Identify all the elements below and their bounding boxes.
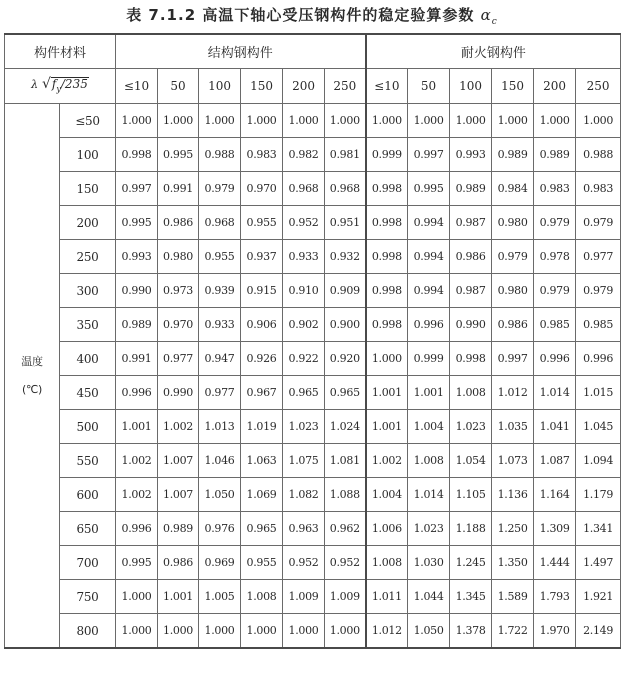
- temperature-cell: 600: [60, 478, 116, 512]
- value-cell: 1.345: [450, 580, 492, 614]
- value-cell: 1.004: [366, 478, 408, 512]
- value-cell: 0.965: [283, 376, 325, 410]
- value-cell: 1.002: [116, 478, 158, 512]
- value-cell: 0.995: [408, 172, 450, 206]
- value-cell: 0.996: [116, 512, 158, 546]
- value-cell: 1.009: [283, 580, 325, 614]
- value-cell: 1.000: [116, 104, 158, 138]
- value-cell: 0.977: [158, 342, 199, 376]
- value-cell: 1.013: [199, 410, 241, 444]
- value-cell: 1.000: [241, 614, 283, 649]
- table-row: [5, 410, 621, 444]
- table-row: [5, 138, 621, 172]
- value-cell: 0.952: [325, 546, 366, 580]
- value-cell: 1.007: [158, 444, 199, 478]
- value-cell: 1.008: [408, 444, 450, 478]
- value-cell: 0.995: [116, 546, 158, 580]
- slenderness-value: ≤10: [366, 69, 408, 104]
- value-cell: 0.977: [199, 376, 241, 410]
- value-cell: 1.045: [576, 410, 621, 444]
- value-cell: 1.722: [492, 614, 534, 649]
- radicand-denominator: /235: [60, 77, 88, 92]
- temperature-cell: 500: [60, 410, 116, 444]
- value-cell: 0.996: [576, 342, 621, 376]
- value-cell: 1.035: [492, 410, 534, 444]
- value-cell: 1.000: [408, 104, 450, 138]
- value-cell: 0.998: [366, 274, 408, 308]
- value-cell: 0.985: [534, 308, 576, 342]
- value-cell: 1.000: [116, 614, 158, 649]
- table-row: [5, 206, 621, 240]
- value-cell: 1.073: [492, 444, 534, 478]
- value-cell: 0.915: [241, 274, 283, 308]
- value-cell: 0.910: [283, 274, 325, 308]
- value-cell: 1.014: [534, 376, 576, 410]
- value-cell: 0.906: [241, 308, 283, 342]
- temperature-cell: 800: [60, 614, 116, 649]
- value-cell: 0.987: [450, 206, 492, 240]
- alpha-symbol: α: [480, 6, 492, 24]
- value-cell: 0.989: [492, 138, 534, 172]
- structural-steel-group: 结构钢构件: [116, 34, 366, 69]
- value-cell: 1.000: [241, 104, 283, 138]
- value-cell: 0.965: [325, 376, 366, 410]
- value-cell: 0.977: [576, 240, 621, 274]
- value-cell: 0.983: [241, 138, 283, 172]
- slenderness-value: 250: [325, 69, 366, 104]
- value-cell: 0.985: [576, 308, 621, 342]
- value-cell: 1.444: [534, 546, 576, 580]
- value-cell: 1.007: [158, 478, 199, 512]
- value-cell: 0.999: [408, 342, 450, 376]
- table-row: [5, 580, 621, 614]
- value-cell: 0.979: [534, 274, 576, 308]
- value-cell: 0.979: [492, 240, 534, 274]
- value-cell: 1.000: [366, 104, 408, 138]
- temperature-cell: 300: [60, 274, 116, 308]
- value-cell: 0.994: [408, 274, 450, 308]
- value-cell: 1.001: [366, 376, 408, 410]
- value-cell: 0.909: [325, 274, 366, 308]
- value-cell: 0.970: [241, 172, 283, 206]
- value-cell: 0.900: [325, 308, 366, 342]
- value-cell: 0.939: [199, 274, 241, 308]
- value-cell: 1.000: [576, 104, 621, 138]
- temperature-cell: 700: [60, 546, 116, 580]
- value-cell: 1.245: [450, 546, 492, 580]
- value-cell: 1.075: [283, 444, 325, 478]
- table-row: [5, 614, 621, 649]
- value-cell: 1.023: [408, 512, 450, 546]
- value-cell: 1.105: [450, 478, 492, 512]
- slenderness-value: 100: [199, 69, 241, 104]
- value-cell: 0.933: [199, 308, 241, 342]
- table-row: [5, 342, 621, 376]
- value-cell: 0.983: [576, 172, 621, 206]
- value-cell: 1.164: [534, 478, 576, 512]
- value-cell: 1.000: [199, 614, 241, 649]
- value-cell: 0.952: [283, 546, 325, 580]
- slenderness-value: ≤10: [116, 69, 158, 104]
- value-cell: 1.094: [576, 444, 621, 478]
- value-cell: 1.050: [199, 478, 241, 512]
- value-cell: 0.962: [325, 512, 366, 546]
- value-cell: 0.990: [158, 376, 199, 410]
- value-cell: 0.993: [450, 138, 492, 172]
- value-cell: 0.965: [241, 512, 283, 546]
- value-cell: 0.982: [283, 138, 325, 172]
- value-cell: 0.991: [116, 342, 158, 376]
- table-row: [5, 444, 621, 478]
- value-cell: 0.933: [283, 240, 325, 274]
- value-cell: 1.970: [534, 614, 576, 649]
- slenderness-value: 50: [158, 69, 199, 104]
- temperature-cell: 100: [60, 138, 116, 172]
- value-cell: 1.087: [534, 444, 576, 478]
- table-row: [5, 512, 621, 546]
- temperature-cell: 250: [60, 240, 116, 274]
- value-cell: 1.378: [450, 614, 492, 649]
- value-cell: 0.978: [534, 240, 576, 274]
- value-cell: 0.998: [366, 172, 408, 206]
- table-row: [5, 376, 621, 410]
- stability-parameter-table: [4, 33, 621, 649]
- lambda-symbol: λ: [31, 78, 39, 92]
- value-cell: 1.024: [325, 410, 366, 444]
- slenderness-value: 250: [576, 69, 621, 104]
- temperature-cell: 450: [60, 376, 116, 410]
- value-cell: 1.000: [283, 614, 325, 649]
- value-cell: 0.969: [199, 546, 241, 580]
- slenderness-value: 200: [283, 69, 325, 104]
- value-cell: 0.986: [450, 240, 492, 274]
- value-cell: 1.023: [283, 410, 325, 444]
- value-cell: 0.998: [450, 342, 492, 376]
- value-cell: 0.996: [408, 308, 450, 342]
- value-cell: 1.014: [408, 478, 450, 512]
- value-cell: 1.497: [576, 546, 621, 580]
- temperature-cell: 150: [60, 172, 116, 206]
- table-title-text: 表 7.1.2 高温下轴心受压钢构件的稳定验算参数: [126, 6, 481, 24]
- value-cell: 1.002: [158, 410, 199, 444]
- value-cell: 0.986: [492, 308, 534, 342]
- value-cell: 0.998: [116, 138, 158, 172]
- value-cell: 0.988: [199, 138, 241, 172]
- radicand-f: f: [51, 77, 57, 92]
- table-row: [5, 478, 621, 512]
- value-cell: 1.054: [450, 444, 492, 478]
- value-cell: 2.149: [576, 614, 621, 649]
- value-cell: 0.998: [366, 206, 408, 240]
- value-cell: 0.902: [283, 308, 325, 342]
- value-cell: 1.015: [576, 376, 621, 410]
- temperature-cell: 550: [60, 444, 116, 478]
- slenderness-value: 200: [534, 69, 576, 104]
- value-cell: 1.000: [366, 342, 408, 376]
- value-cell: 1.000: [325, 614, 366, 649]
- value-cell: 1.082: [283, 478, 325, 512]
- sqrt-expression: [51, 77, 89, 95]
- header-row-material: [5, 34, 621, 69]
- value-cell: 1.019: [241, 410, 283, 444]
- value-cell: 1.001: [408, 376, 450, 410]
- value-cell: 1.341: [576, 512, 621, 546]
- value-cell: 1.012: [492, 376, 534, 410]
- value-cell: 1.008: [241, 580, 283, 614]
- value-cell: 0.989: [116, 308, 158, 342]
- value-cell: 1.000: [283, 104, 325, 138]
- value-cell: 0.973: [158, 274, 199, 308]
- value-cell: 1.921: [576, 580, 621, 614]
- value-cell: 1.000: [199, 104, 241, 138]
- value-cell: 0.998: [366, 308, 408, 342]
- value-cell: 0.968: [283, 172, 325, 206]
- value-cell: 1.179: [576, 478, 621, 512]
- temperature-label-text: 温度: [21, 354, 43, 368]
- value-cell: 0.955: [241, 206, 283, 240]
- value-cell: 0.983: [534, 172, 576, 206]
- value-cell: 0.990: [450, 308, 492, 342]
- temperature-cell: 350: [60, 308, 116, 342]
- value-cell: 1.000: [492, 104, 534, 138]
- value-cell: 0.984: [492, 172, 534, 206]
- value-cell: 0.963: [283, 512, 325, 546]
- alpha-subscript: c: [491, 17, 498, 27]
- value-cell: 0.999: [366, 138, 408, 172]
- slenderness-value: 150: [241, 69, 283, 104]
- value-cell: 0.976: [199, 512, 241, 546]
- value-cell: 1.011: [366, 580, 408, 614]
- value-cell: 0.926: [241, 342, 283, 376]
- value-cell: 0.988: [576, 138, 621, 172]
- value-cell: 0.967: [241, 376, 283, 410]
- slenderness-label: [5, 69, 116, 104]
- value-cell: 1.044: [408, 580, 450, 614]
- value-cell: 0.952: [283, 206, 325, 240]
- value-cell: 0.989: [158, 512, 199, 546]
- value-cell: 1.188: [450, 512, 492, 546]
- value-cell: 0.981: [325, 138, 366, 172]
- value-cell: 0.937: [241, 240, 283, 274]
- value-cell: 1.008: [450, 376, 492, 410]
- value-cell: 0.968: [325, 172, 366, 206]
- value-cell: 1.309: [534, 512, 576, 546]
- value-cell: 1.081: [325, 444, 366, 478]
- value-cell: 1.793: [534, 580, 576, 614]
- value-cell: 1.046: [199, 444, 241, 478]
- value-cell: 0.987: [450, 274, 492, 308]
- value-cell: 1.001: [116, 410, 158, 444]
- value-cell: 0.955: [241, 546, 283, 580]
- value-cell: 1.350: [492, 546, 534, 580]
- temperature-unit: (℃): [21, 382, 43, 396]
- value-cell: 0.947: [199, 342, 241, 376]
- value-cell: 1.000: [158, 104, 199, 138]
- temperature-label: [5, 104, 60, 649]
- value-cell: 0.970: [158, 308, 199, 342]
- temperature-cell: ≤50: [60, 104, 116, 138]
- value-cell: 0.979: [576, 274, 621, 308]
- value-cell: 0.993: [116, 240, 158, 274]
- material-label: 构件材料: [5, 34, 116, 69]
- value-cell: 1.002: [366, 444, 408, 478]
- temperature-cell: 400: [60, 342, 116, 376]
- value-cell: 0.995: [116, 206, 158, 240]
- temperature-cell: 200: [60, 206, 116, 240]
- value-cell: 0.995: [158, 138, 199, 172]
- value-cell: 0.997: [116, 172, 158, 206]
- value-cell: 1.136: [492, 478, 534, 512]
- value-cell: 0.955: [199, 240, 241, 274]
- value-cell: 1.000: [158, 614, 199, 649]
- table-row: [5, 274, 621, 308]
- table-row: [5, 104, 621, 138]
- value-cell: 0.991: [158, 172, 199, 206]
- value-cell: 0.989: [534, 138, 576, 172]
- value-cell: 0.951: [325, 206, 366, 240]
- value-cell: 0.980: [158, 240, 199, 274]
- value-cell: 1.041: [534, 410, 576, 444]
- value-cell: 1.088: [325, 478, 366, 512]
- value-cell: 0.980: [492, 206, 534, 240]
- table-row: [5, 240, 621, 274]
- value-cell: 1.069: [241, 478, 283, 512]
- value-cell: 0.922: [283, 342, 325, 376]
- value-cell: 1.012: [366, 614, 408, 649]
- slenderness-value: 150: [492, 69, 534, 104]
- value-cell: 1.009: [325, 580, 366, 614]
- value-cell: 0.996: [116, 376, 158, 410]
- value-cell: 1.023: [450, 410, 492, 444]
- value-cell: 1.005: [199, 580, 241, 614]
- sqrt-sign: √: [41, 76, 51, 93]
- value-cell: 1.000: [325, 104, 366, 138]
- table-row: [5, 546, 621, 580]
- value-cell: 0.980: [492, 274, 534, 308]
- value-cell: 1.000: [534, 104, 576, 138]
- table-row: [5, 172, 621, 206]
- value-cell: 0.994: [408, 240, 450, 274]
- value-cell: 0.979: [534, 206, 576, 240]
- fireproof-steel-group: 耐火钢构件: [366, 34, 621, 69]
- value-cell: 0.986: [158, 206, 199, 240]
- temperature-cell: 750: [60, 580, 116, 614]
- value-cell: 1.000: [450, 104, 492, 138]
- value-cell: 0.979: [199, 172, 241, 206]
- value-cell: 1.001: [158, 580, 199, 614]
- value-cell: 1.050: [408, 614, 450, 649]
- table-title: [0, 0, 624, 33]
- value-cell: 0.997: [408, 138, 450, 172]
- value-cell: 1.000: [116, 580, 158, 614]
- value-cell: 0.932: [325, 240, 366, 274]
- value-cell: 0.997: [492, 342, 534, 376]
- value-cell: 0.989: [450, 172, 492, 206]
- value-cell: 1.063: [241, 444, 283, 478]
- value-cell: 0.920: [325, 342, 366, 376]
- slenderness-value: 50: [408, 69, 450, 104]
- radicand-subscript: y: [56, 84, 61, 94]
- value-cell: 1.004: [408, 410, 450, 444]
- slenderness-value: 100: [450, 69, 492, 104]
- value-cell: 1.001: [366, 410, 408, 444]
- value-cell: 0.996: [534, 342, 576, 376]
- value-cell: 0.990: [116, 274, 158, 308]
- value-cell: 0.998: [366, 240, 408, 274]
- header-row-slenderness: [5, 69, 621, 104]
- value-cell: 0.968: [199, 206, 241, 240]
- value-cell: 1.589: [492, 580, 534, 614]
- value-cell: 0.994: [408, 206, 450, 240]
- value-cell: 1.250: [492, 512, 534, 546]
- value-cell: 1.008: [366, 546, 408, 580]
- table-row: [5, 308, 621, 342]
- value-cell: 1.006: [366, 512, 408, 546]
- temperature-cell: 650: [60, 512, 116, 546]
- value-cell: 0.979: [576, 206, 621, 240]
- alpha-c-symbol: [480, 6, 498, 27]
- value-cell: 1.030: [408, 546, 450, 580]
- value-cell: 0.986: [158, 546, 199, 580]
- value-cell: 1.002: [116, 444, 158, 478]
